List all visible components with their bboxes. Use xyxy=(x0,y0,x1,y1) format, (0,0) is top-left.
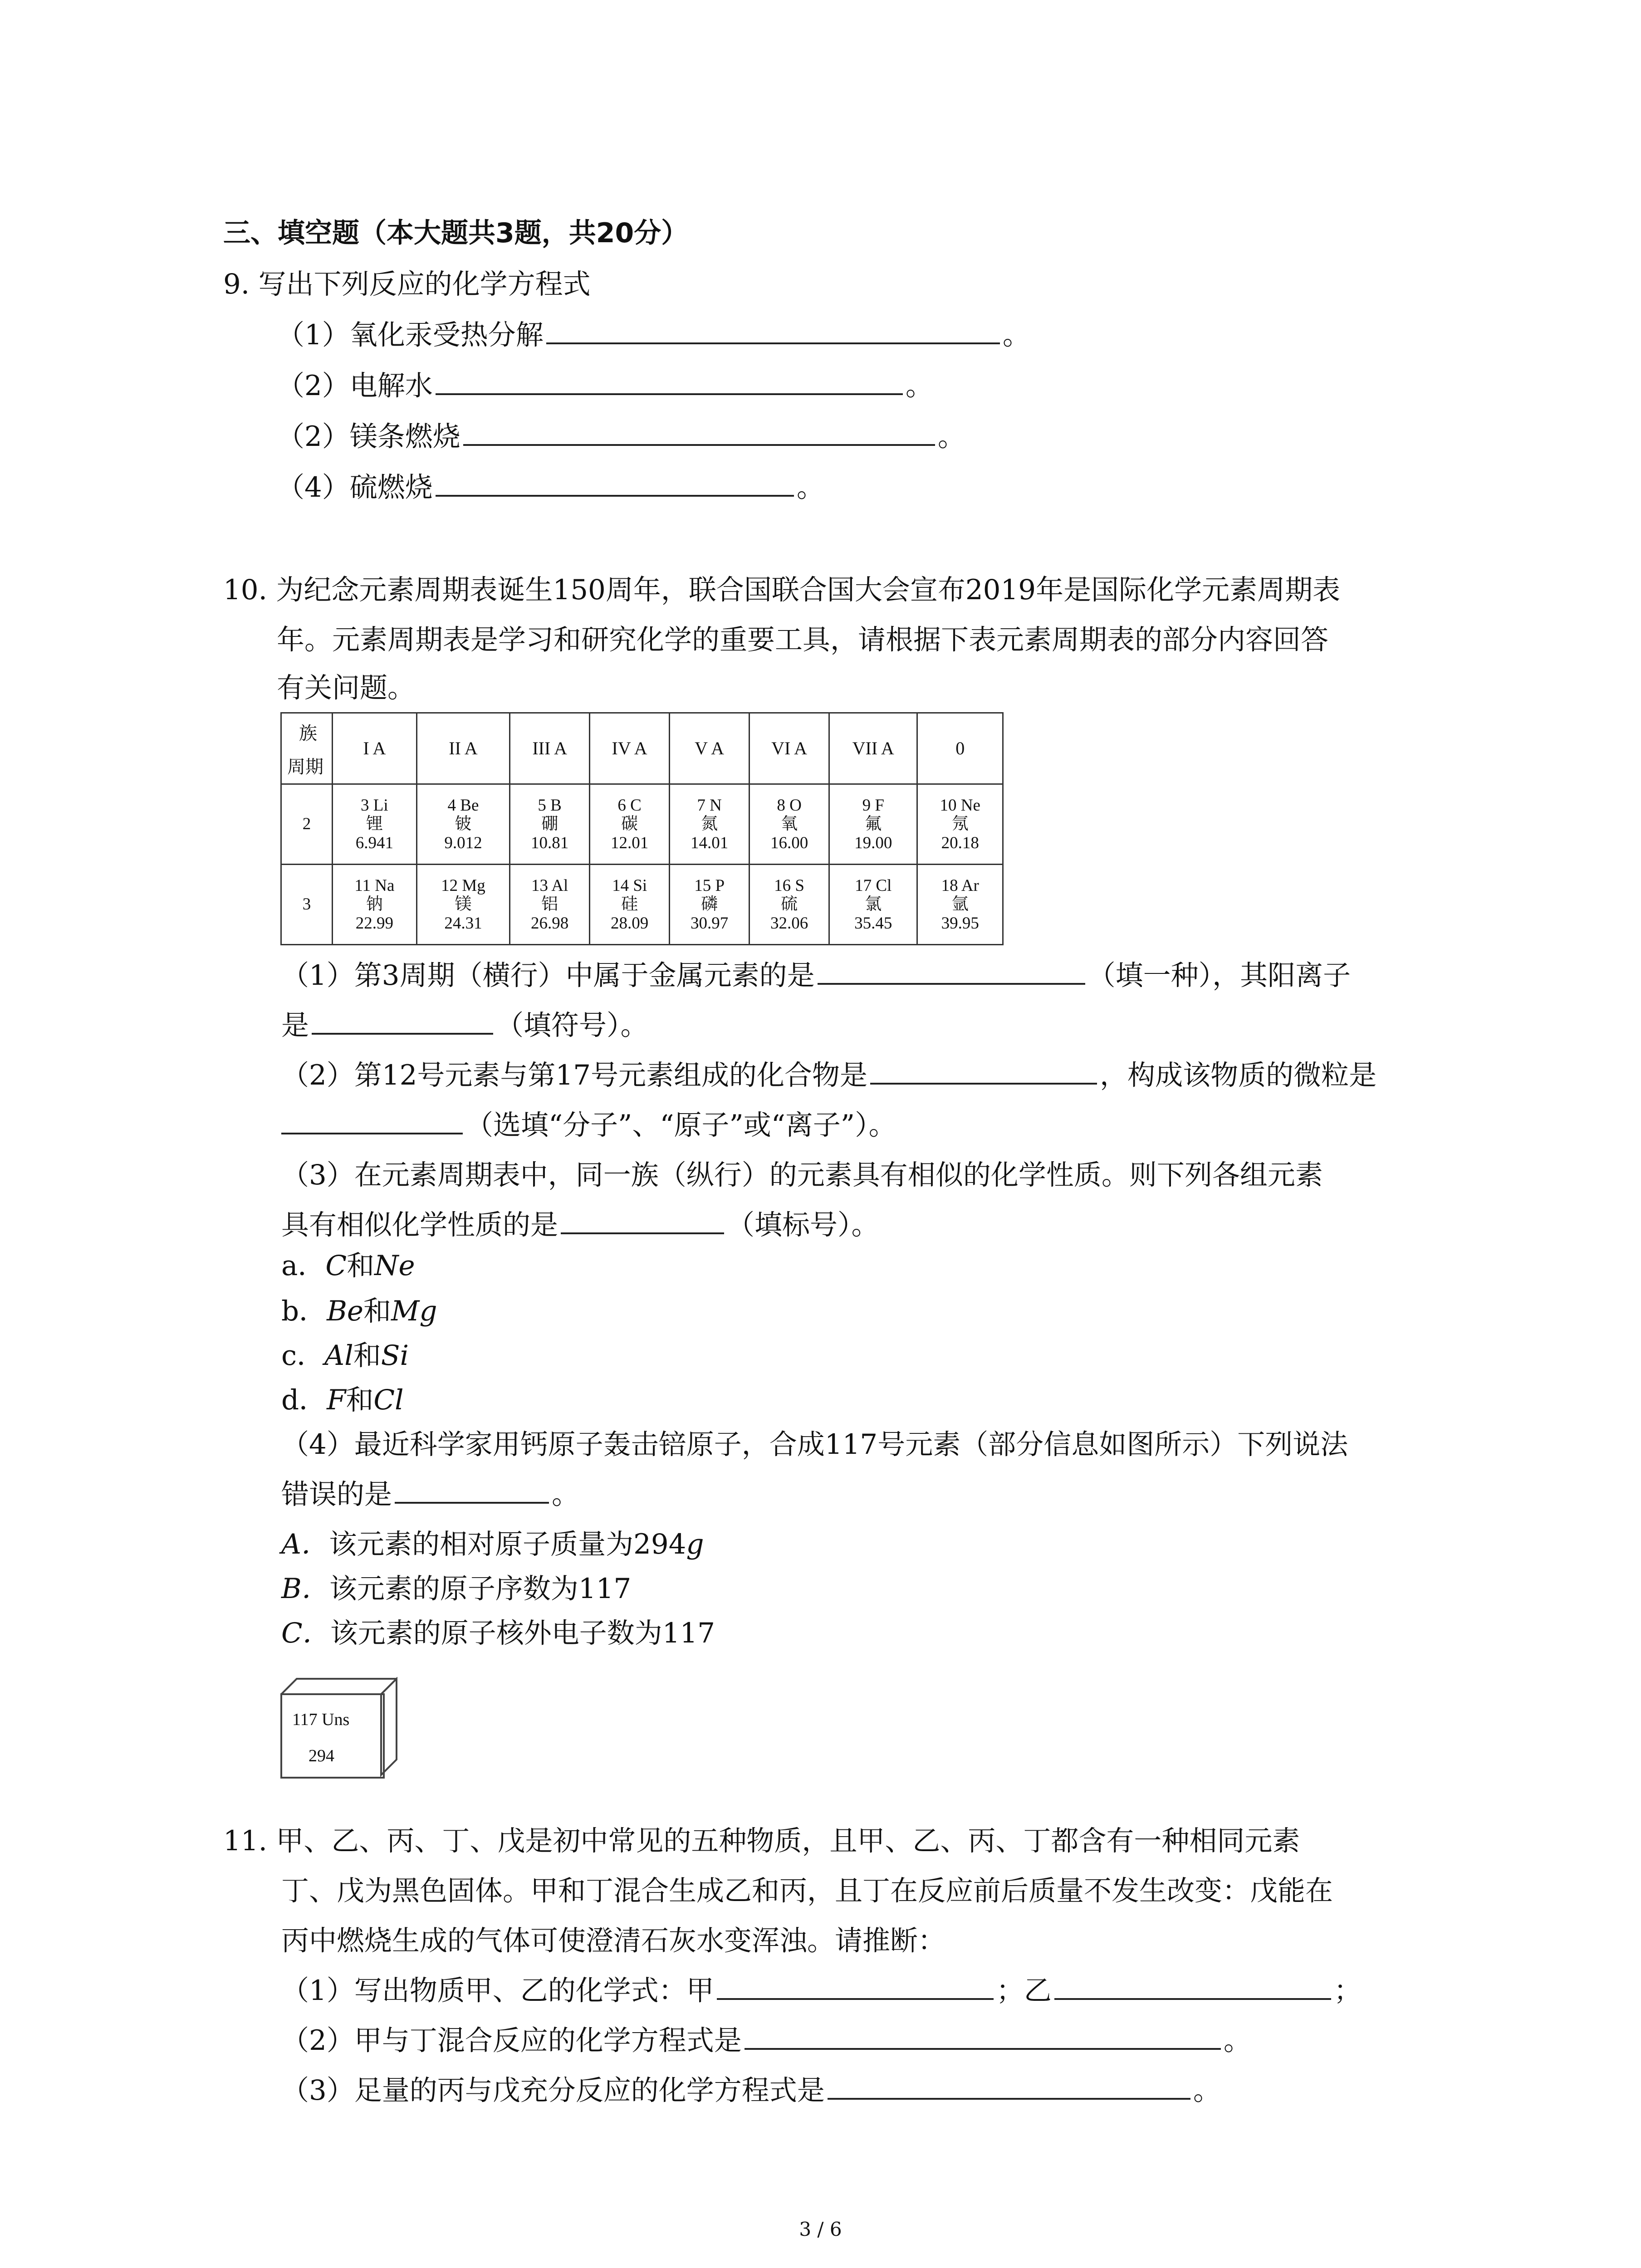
element-cell: 17 Cl 氯 35.45 xyxy=(829,865,917,945)
q10-part-2: （2）第12号元素与第17号元素组成的化合物是 ，构成该物质的微粒是 xyxy=(281,1059,1377,1091)
period-label: 3 xyxy=(281,865,333,945)
group-header: I A xyxy=(333,713,417,784)
table-row xyxy=(281,865,1003,945)
element-cell: 9 F 氟 19.00 xyxy=(829,784,917,865)
q11-part-2: （2）甲与丁混合反应的化学方程式是 。 xyxy=(281,2024,1251,2057)
answer-blank[interactable] xyxy=(395,1501,549,1504)
answer-blank[interactable] xyxy=(1054,1998,1331,2000)
element-cell: 10 Ne 氖 20.18 xyxy=(917,784,1003,865)
q10-part-3-cont: 具有相似化学性质的是 （填标号）。 xyxy=(281,1209,879,1241)
cube-front xyxy=(280,1693,385,1779)
q10-part-4: （4）最近科学家用钙原子轰击锫原子，合成117号元素（部分信息如图所示）下列说法 xyxy=(281,1428,1348,1461)
q10-part-3: （3）在元素周期表中，同一族（纵行）的元素具有相似的化学性质。则下列各组元素 xyxy=(281,1159,1323,1191)
answer-blank[interactable] xyxy=(717,1998,994,2000)
q11-line-3: 丙中燃烧生成的气体可使澄清石灰水变浑浊。请推断： xyxy=(281,1925,946,1957)
answer-blank[interactable] xyxy=(870,1082,1097,1085)
answer-blank[interactable] xyxy=(312,1032,493,1035)
q10-part-2-cont: （选填“分子”、“原子”或“离子”）。 xyxy=(281,1111,896,1139)
answer-blank[interactable] xyxy=(436,494,794,497)
periodic-table xyxy=(280,712,1004,945)
group-header: III A xyxy=(510,713,590,784)
table-row xyxy=(281,784,1003,865)
answer-blank[interactable] xyxy=(463,444,935,446)
q10-line-2: 年。元素周期表是学习和研究化学的重要工具，请根据下表元素周期表的部分内容回答 xyxy=(277,624,1329,656)
answer-blank[interactable] xyxy=(561,1232,724,1234)
element-symbol: 117 Uns xyxy=(292,1710,350,1729)
answer-blank[interactable] xyxy=(828,2097,1190,2100)
period-label: 2 xyxy=(281,784,333,865)
q10-option-c: c．Al和Si xyxy=(281,1339,409,1372)
group-header: 0 xyxy=(917,713,1003,784)
q9-item-2: （2）电解水 。 xyxy=(277,370,933,402)
element-cell: 3 Li 锂 6.941 xyxy=(333,784,417,865)
element-mass: 294 xyxy=(309,1746,334,1765)
q9-item-4: （4）硫燃烧 。 xyxy=(277,471,824,503)
element-cell: 12 Mg 镁 24.31 xyxy=(416,865,509,945)
group-header: IV A xyxy=(590,713,670,784)
element-cell: 6 C 碳 12.01 xyxy=(590,784,670,865)
element-cell: 11 Na 钠 22.99 xyxy=(333,865,417,945)
element-cell: 16 S 硫 32.06 xyxy=(749,865,829,945)
q9-stem: 9. 写出下列反应的化学方程式 xyxy=(223,268,591,300)
q11-part-3: （3）足量的丙与戊充分反应的化学方程式是 。 xyxy=(281,2074,1221,2107)
answer-blank[interactable] xyxy=(818,982,1085,985)
q11-line-2: 丁、戊为黑色固体。甲和丁混合生成乙和丙，且丁在反应前后质量不发生改变：戊能在 xyxy=(281,1875,1333,1907)
group-header: VI A xyxy=(749,713,829,784)
q9-item-3: （2）镁条燃烧 。 xyxy=(277,420,965,453)
q10-option-d: d．F和Cl xyxy=(281,1384,404,1416)
answer-blank[interactable] xyxy=(281,1132,463,1134)
q11-line-1: 11. 甲、乙、丙、丁、戊是初中常见的五种物质，且甲、乙、丙、丁都含有一种相同元素 xyxy=(223,1825,1300,1857)
answer-blank[interactable] xyxy=(436,393,903,395)
q10-part-1-cont: 是 （填符号）。 xyxy=(281,1009,648,1041)
page-number: 3 / 6 xyxy=(799,2218,842,2240)
q10-part-4-cont: 错误的是 。 xyxy=(281,1478,580,1510)
element-cell: 15 P 磷 30.97 xyxy=(670,865,749,945)
group-header: V A xyxy=(670,713,749,784)
element-cell: 7 N 氮 14.01 xyxy=(670,784,749,865)
q10-part-1: （1）第3周期（横行）中属于金属元素的是 （填一种），其阳离子 xyxy=(281,959,1351,992)
element-cell: 13 Al 铝 26.98 xyxy=(510,865,590,945)
q11-part-1: （1）写出物质甲、乙的化学式：甲 ；乙 ； xyxy=(281,1975,1362,2007)
q10-option-B: B．该元素的原子序数为117 xyxy=(281,1573,632,1605)
q10-option-b: b．Be和Mg xyxy=(281,1295,437,1327)
element-cell: 4 Be 铍 9.012 xyxy=(416,784,509,865)
element-cell: 8 O 氧 16.00 xyxy=(749,784,829,865)
element-cell: 5 B 硼 10.81 xyxy=(510,784,590,865)
q10-option-C: C．该元素的原子核外电子数为117 xyxy=(281,1617,715,1649)
q10-line-3: 有关问题。 xyxy=(277,672,416,704)
q10-line-1: 10. 为纪念元素周期表诞生150周年，联合国联合国大会宣布2019年是国际化学元素周期表 xyxy=(223,574,1341,606)
q10-option-A: A．该元素的相对原子质量为294g xyxy=(281,1528,704,1560)
answer-blank[interactable] xyxy=(546,342,1000,344)
element-117-box xyxy=(280,1677,397,1777)
group-header: II A xyxy=(416,713,509,784)
section-title: 三、填空题（本大题共3题，共20分） xyxy=(223,217,689,249)
element-cell: 14 Si 硅 28.09 xyxy=(590,865,670,945)
q9-item-1: （1）氧化汞受热分解 。 xyxy=(277,319,1030,351)
table-corner: 族 周期 xyxy=(281,713,333,784)
answer-blank[interactable] xyxy=(745,2048,1221,2050)
group-header: VII A xyxy=(829,713,917,784)
element-cell: 18 Ar 氩 39.95 xyxy=(917,865,1003,945)
q10-option-a: a．C和Ne xyxy=(281,1250,415,1282)
